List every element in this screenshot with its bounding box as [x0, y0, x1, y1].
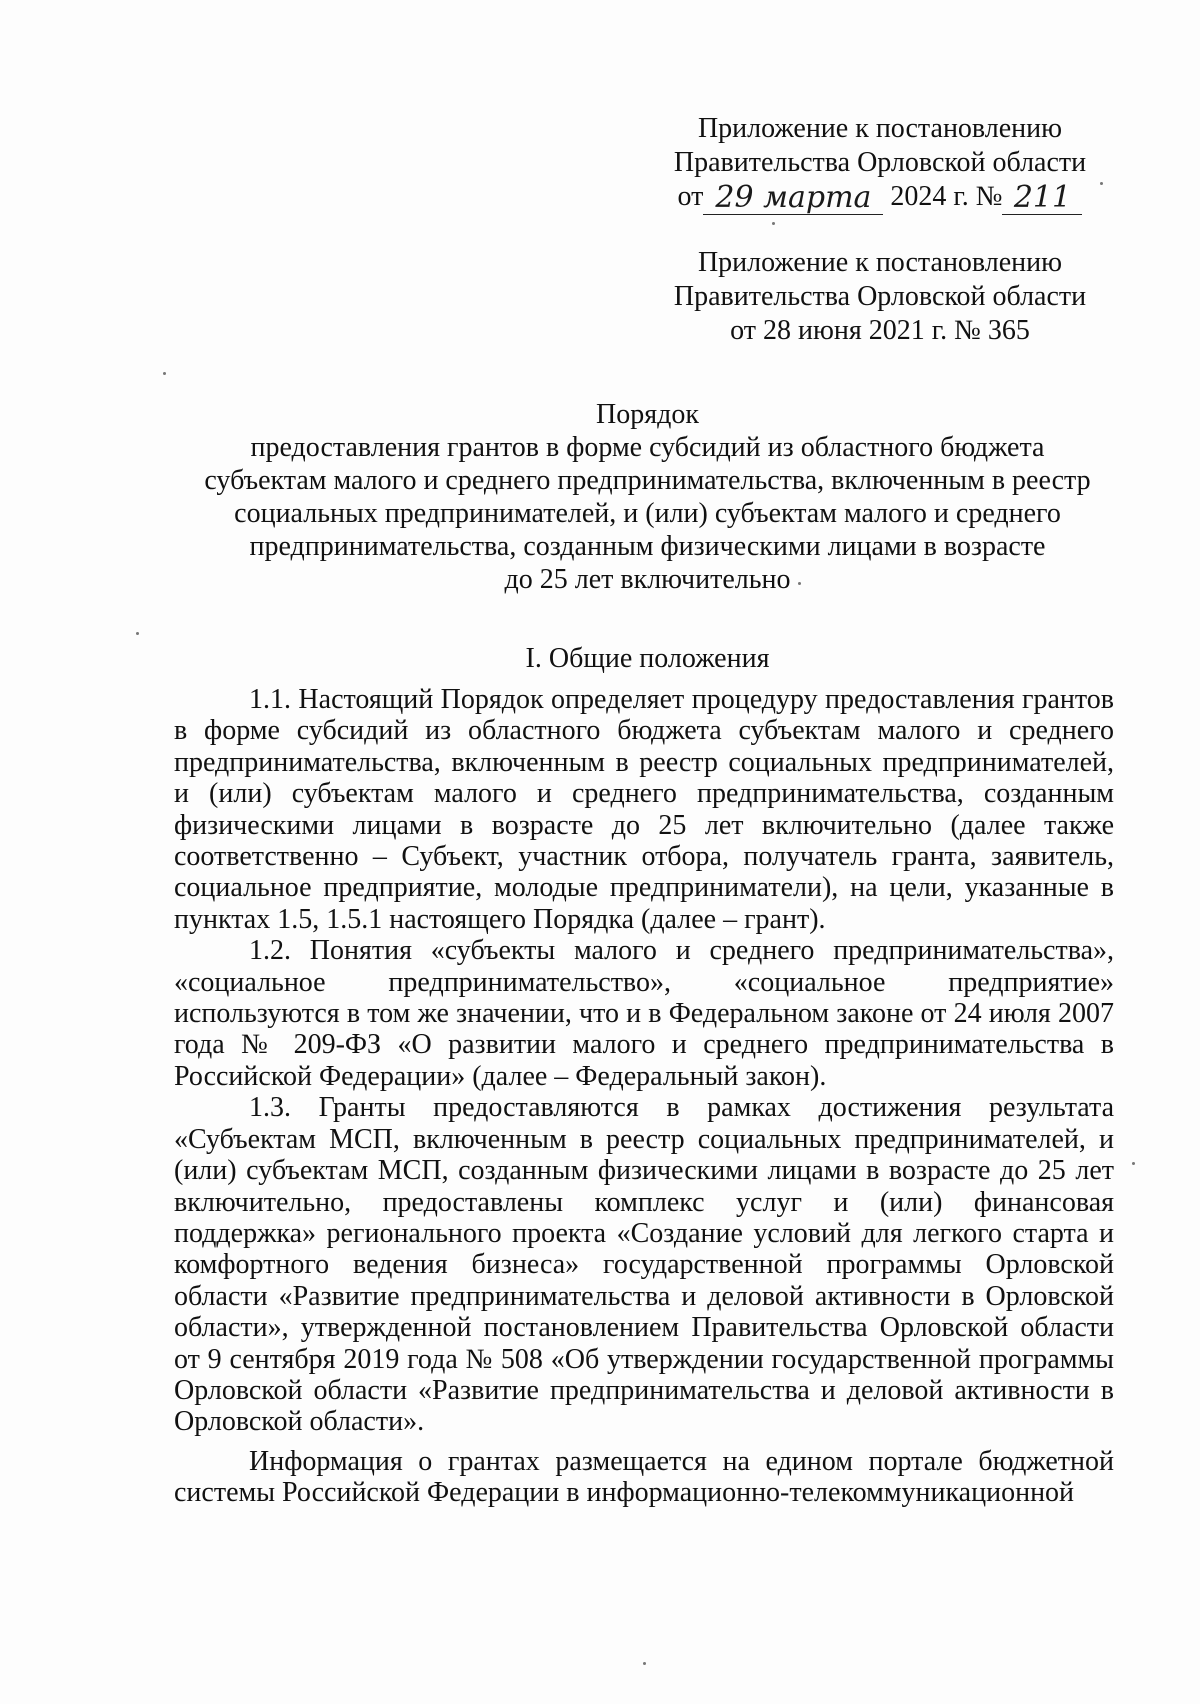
scan-speck — [136, 632, 139, 635]
handwritten-date-field — [703, 180, 883, 215]
amendment-header-line1: Приложение к постановлению — [697, 113, 1063, 144]
paragraph-1-2: 1.2. Понятия «субъекты малого и среднего предпринимательства», «социальное предпринимательство», «социальное предприятие» используются в том же значении, что и в Федеральном законе от 24 июля 2007 года № 209-ФЗ «О развитии малого и среднего предпринимательства в Российской Федерации» (далее – Федеральный закон). — [174, 935, 1114, 1092]
handwritten-number-field — [1002, 180, 1082, 215]
original-header-line3: от 28 июня 2021 г. № 365 — [730, 315, 1030, 346]
section-heading: I. Общие положения — [525, 643, 770, 674]
scan-speck — [798, 582, 801, 585]
scan-speck — [1132, 1162, 1135, 1165]
amendment-header-date-line — [660, 180, 1100, 215]
title-line-4: социальных предпринимателей, и (или) субъектам малого и среднего — [234, 498, 1061, 529]
scan-speck — [643, 1662, 646, 1665]
body-text — [174, 684, 1114, 1509]
title-line-3: субъектам малого и среднего предпринимательства, включенным в реестр — [204, 465, 1091, 496]
scan-speck — [1100, 182, 1103, 185]
amendment-header-line2: Правительства Орловской области — [673, 147, 1087, 178]
original-header — [660, 246, 1100, 348]
amendment-header — [660, 112, 1100, 215]
handwritten-date: 29 марта — [715, 180, 872, 215]
amendment-prefix-from: от — [677, 181, 704, 212]
handwritten-number: 211 — [1013, 180, 1072, 215]
paragraph-1-3: 1.3. Гранты предоставляются в рамках достижения результата «Субъектам МСП, включенным в реестр социальных предпринимателей, и (или) субъектам МСП, созданным физическими лицами в возрасте до 25 лет включительно, предоставлены комплекс услуг и (или) финансовая поддержка» регионального проекта «Создание условий для легкого старта и комфортного ведения бизнеса» государственной программы Орловской области «Развитие предпринимательства и деловой активности в Орловской области», утвержденной постановлением Правительства Орловской области от 9 сентября 2019 года № 508 «Об утверждении государственной программы Орловской области «Развитие предпринимательства и деловой активности в Орловской области». — [174, 1092, 1114, 1438]
original-header-line1: Приложение к постановлению — [697, 247, 1063, 278]
paragraph-1-1: 1.1. Настоящий Порядок определяет процедуру предоставления грантов в форме субсидий из областного бюджета субъектам малого и среднего предпринимательства, включенным в реестр социальных предпринимателей, и (или) субъектам малого и среднего предпринимательства, созданным физическими лицами в возрасте до 25 лет включительно (далее также соответственно – Субъект, участник отбора, получатель гранта, заявитель, социальное предприятие, молодые предприниматели), на цели, указанные в пунктах 1.5, 1.5.1 настоящего Порядка (далее – грант). — [174, 684, 1114, 935]
title-line-6: до 25 лет включительно — [504, 564, 791, 595]
original-header-line2: Правительства Орловской области — [673, 281, 1087, 312]
document-title — [170, 398, 1125, 596]
scan-speck — [163, 372, 166, 375]
title-line-5: предпринимательства, созданным физическими лицами в возрасте — [249, 531, 1046, 562]
paragraph-info: Информация о грантах размещается на едином портале бюджетной системы Российской Федерации в информационно-телекоммуникационной — [174, 1445, 1114, 1509]
title-line-2: предоставления грантов в форме субсидий из областного бюджета — [250, 432, 1045, 463]
scan-speck — [772, 222, 775, 225]
amendment-year: 2024 г. № — [890, 181, 1003, 212]
title-line-1: Порядок — [596, 399, 699, 430]
